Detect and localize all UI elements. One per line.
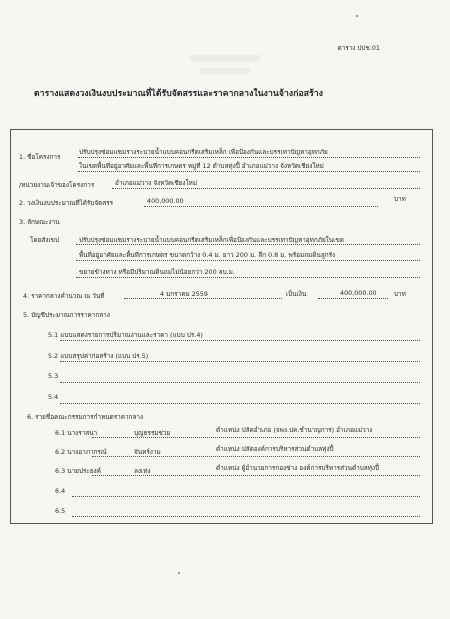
committee-position: ตำแหน่ง ปลัดองค์การบริหารส่วนตำบลทุ่งปี้ bbox=[216, 445, 334, 453]
item5-row: 5.1 แบบแสดงรายการปริมาณงานและราคา (แบบ ปร.4) bbox=[48, 331, 203, 339]
item3-sub-label: โดยสังเขป bbox=[30, 236, 59, 244]
item2-label: 2. วงเงินงบประมาณที่ได้รับจัดสรร bbox=[19, 199, 114, 207]
document-reference: ตาราง ปปช.01 bbox=[337, 44, 380, 52]
dotted-line bbox=[144, 206, 378, 207]
dotted-line bbox=[60, 403, 420, 404]
committee-position: ตำแหน่ง ปลัดอำเภอ (จพง.ปค.ชำนาญการ) อำเภอแม่วาง bbox=[216, 426, 373, 434]
item3-line1: ปรับปรุงซ่อมแซมรางระบายน้ำแบบคอนกรีตเสริมเหล็กเพื่อป้องกันและบรรเทาปัญหาอุทกภัยในเขต bbox=[79, 236, 344, 244]
dotted-line bbox=[76, 244, 420, 245]
dotted-line bbox=[78, 157, 420, 158]
item4-label: 4. ราคากลางคำนวณ ณ วันที่ bbox=[23, 292, 105, 300]
item3-line3: ขยายข้างทาง หรือมีปริมาณดินถมไม่น้อยกว่า 200 ลบ.ม. bbox=[79, 268, 235, 276]
dotted-line bbox=[318, 298, 388, 299]
price-unit: บาท bbox=[394, 290, 406, 298]
scan-speck bbox=[178, 572, 180, 574]
bleed-through bbox=[190, 55, 260, 61]
committee-name: 6.4 bbox=[55, 487, 66, 495]
item3-label: 3. ลักษณะงาน bbox=[19, 218, 60, 226]
dotted-line bbox=[112, 188, 420, 189]
budget-value: 400,000.00 bbox=[147, 197, 184, 205]
dotted-line bbox=[60, 382, 420, 383]
item5-row: 5.2 แบบสรุปค่าก่อสร้าง (แบบ ปร.5) bbox=[48, 352, 149, 360]
dotted-line bbox=[92, 456, 420, 457]
item1-line1: ปรับปรุงซ่อมแซมรางระบายน้ำแบบคอนกรีตเสริมเหล็ก เพื่อป้องกันและบรรเทาปัญหาอุทกภัย bbox=[79, 148, 328, 156]
item1-line2: ในเขตพื้นที่อยู่อาศัยและพื้นที่การเกษตร หมู่ที่ 12 ตำบลทุ่งปี้ อำเภอแม่วาง จังหวัดเชียงใหม่ bbox=[79, 162, 324, 170]
item6-label: 6. รายชื่อคณะกรรมการกำหนดราคากลาง bbox=[27, 413, 144, 421]
committee-name: 6.2 นางอาภากรณ์ bbox=[55, 448, 107, 456]
agency-label: /หน่วยงานเจ้าของโครงการ bbox=[19, 181, 95, 189]
dotted-line bbox=[78, 171, 420, 172]
dotted-line bbox=[72, 516, 420, 517]
item5-row: 5.3 bbox=[48, 372, 59, 380]
item5-label: 5. บัญชีประมาณการราคากลาง bbox=[23, 311, 110, 319]
committee-surname: ลงเท่ง bbox=[134, 467, 151, 475]
agency-value: อำเภอแม่วาง จังหวัดเชียงใหม่ bbox=[115, 179, 198, 187]
dotted-line bbox=[60, 340, 420, 341]
dotted-line bbox=[72, 496, 420, 497]
dotted-line bbox=[60, 361, 420, 362]
dotted-line bbox=[76, 277, 420, 278]
committee-surname: บุญธรรมช่วย bbox=[134, 429, 171, 437]
dotted-line bbox=[124, 298, 282, 299]
document-title: ตารางแสดงวงเงินงบประมาณที่ได้รับจัดสรรและราคากลางในงานจ้างก่อสร้าง bbox=[34, 89, 324, 99]
price-date: 4 มกราคม 2559 bbox=[160, 290, 208, 298]
bleed-through bbox=[200, 68, 250, 74]
committee-position: ตำแหน่ง ผู้อำนวยการกองช่าง องค์การบริหารส่วนตำบลทุ่งปี้ bbox=[216, 464, 380, 472]
item5-row: 5.4 bbox=[48, 393, 59, 401]
committee-name: 6.5 bbox=[55, 507, 66, 515]
price-mid-label: เป็นเงิน bbox=[286, 290, 307, 298]
dotted-line bbox=[92, 437, 420, 438]
scan-speck bbox=[356, 15, 358, 17]
committee-name: 6.1 นางราสนา bbox=[55, 429, 98, 437]
item1-label: 1. ชื่อโครงการ bbox=[19, 153, 61, 161]
dotted-line bbox=[92, 475, 420, 476]
item3-line2: พื้นที่อยู่อาศัยและพื้นที่การเกษตร ขนาดกว้าง 0.4 ม. ยาว 200 ม. ลึก 0.8 ม. พร้อมถมดินลูกรัง bbox=[79, 251, 336, 259]
price-value: 400,000.00 bbox=[340, 289, 377, 297]
committee-name: 6.3 นายประยงค์ bbox=[55, 467, 101, 475]
committee-surname: จันทร์งาม bbox=[134, 448, 161, 456]
dotted-line bbox=[76, 260, 420, 261]
budget-unit: บาท bbox=[394, 195, 406, 203]
